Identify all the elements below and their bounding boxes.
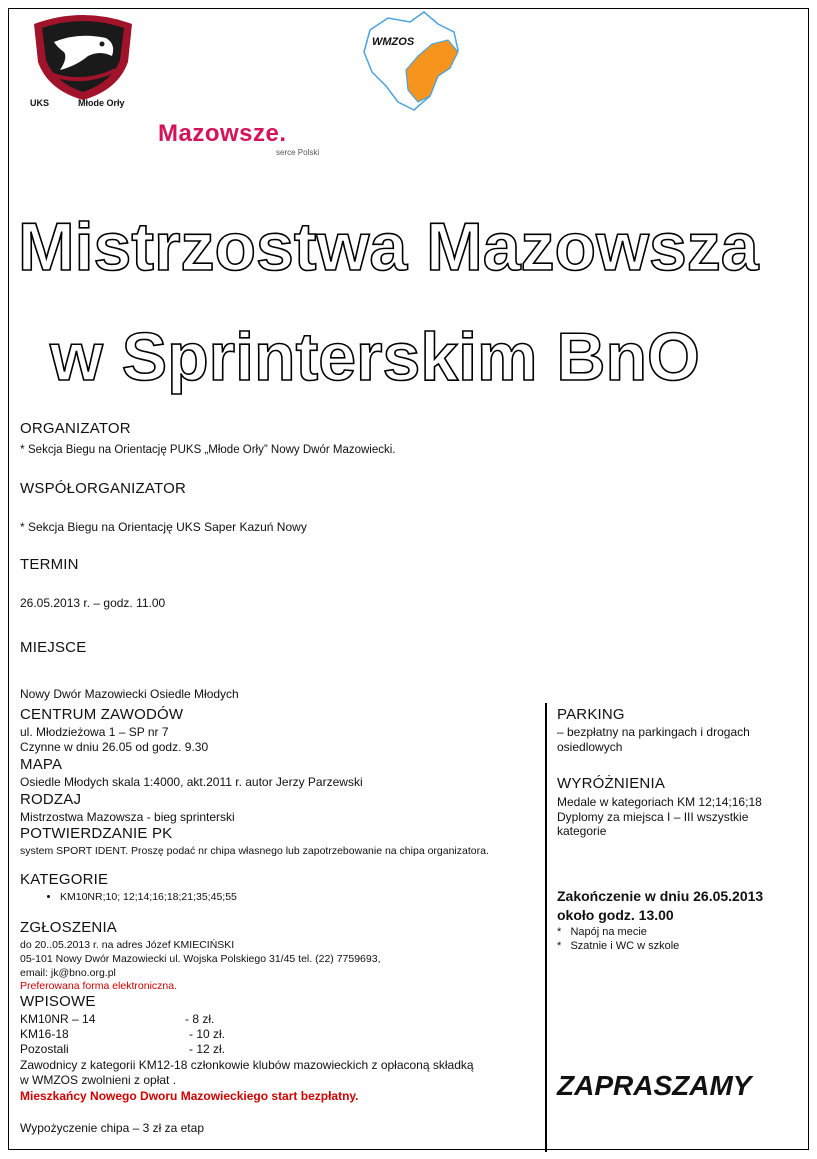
zgloszenia-line-1: do 20..05.2013 r. na adres Józef KMIECIŃSKI	[20, 939, 235, 951]
wpisowe-heading: WPISOWE	[20, 993, 96, 1010]
organizator-heading: ORGANIZATOR	[20, 420, 131, 437]
wpisowe-cat: Pozostali	[20, 1042, 69, 1056]
rodzaj-text: Mistrzostwa Mazowsza - bieg sprinterski	[20, 810, 235, 824]
wyroznienia-heading: WYRÓŻNIENIA	[557, 775, 666, 792]
wpisowe-cat: KM10NR – 14	[20, 1012, 96, 1026]
parking-text: – bezpłatny na parkingach i drogach osiedlowych	[557, 725, 750, 754]
kategorie-heading: KATEGORIE	[20, 871, 109, 888]
page-frame	[8, 8, 809, 1150]
potwierdzanie-text: system SPORT IDENT. Proszę podać nr chipa własnego lub zapotrzebowanie na chipa organizatora.	[20, 845, 489, 857]
zgloszenia-email[interactable]: email: jk@bno.org.pl	[20, 967, 116, 979]
wpisowe-note-2: w WMZOS zwolnieni z opłat .	[20, 1073, 177, 1087]
rodzaj-heading: RODZAJ	[20, 791, 82, 808]
organizator-line	[20, 442, 396, 456]
wpisowe-fee: - 8 zł.	[185, 1012, 215, 1026]
mazowsze-logo-subtext: serce Polski	[276, 148, 320, 157]
column-divider	[545, 703, 547, 1152]
zakonczenie-item: * Napój na mecie	[557, 926, 647, 938]
kategorie-item: • KM10NR;10; 12;14;16;18;21;35;45;55	[60, 891, 237, 903]
wmzos-logo	[358, 10, 468, 115]
wpisowe-fee: - 10 zł.	[189, 1027, 226, 1041]
mapa-text: Osiedle Młodych skala 1:4000, akt.2011 r. autor Jerzy Parzewski	[20, 775, 363, 789]
mapa-heading: MAPA	[20, 756, 63, 773]
mazovia-map-icon	[358, 10, 468, 115]
title-line-1: Mistrzostwa Mazowsza	[18, 209, 759, 285]
zakonczenie-item: * Szatnie i WC w szkole	[557, 940, 680, 952]
wyroznienia-line-1: Medale w kategoriach KM 12;14;16;18	[557, 795, 762, 809]
potwierdzanie-heading: POTWIERDZANIE PK	[20, 825, 173, 842]
zgloszenia-preferred: Preferowana forma elektroniczna.	[20, 980, 177, 992]
zapraszamy-text: ZAPRASZAMY	[557, 1070, 752, 1101]
club-shield-icon	[28, 12, 138, 102]
mazowsze-logo-text: Mazowsze.	[158, 120, 287, 147]
centrum-line-2: Czynne w dniu 26.05 od godz. 9.30	[20, 740, 209, 754]
mazowsze-logo	[158, 120, 338, 160]
club-logo	[28, 12, 138, 112]
organizator-text: Sekcja Biegu na Orientację PUKS „Młode Orły” Nowy Dwór Mazowiecki.	[28, 444, 396, 456]
wspolorganizator-heading: WSPÓŁORGANIZATOR	[20, 480, 186, 497]
zgloszenia-line-2: 05-101 Nowy Dwór Mazowiecki ul. Wojska Polskiego 31/45 tel. (22) 7759693,	[20, 953, 381, 965]
wpisowe-free-start: Mieszkańcy Nowego Dworu Mazowieckiego start bezpłatny.	[20, 1089, 359, 1103]
zgloszenia-heading: ZGŁOSZENIA	[20, 919, 118, 936]
parking-heading: PARKING	[557, 706, 625, 723]
club-logo-right-text: Młode Orły	[78, 98, 125, 108]
centrum-heading: CENTRUM ZAWODÓW	[20, 706, 184, 723]
wpisowe-row	[20, 1012, 95, 1026]
organizator-star: *	[20, 442, 25, 456]
termin-text: 26.05.2013 r. – godz. 11.00	[20, 596, 166, 610]
wmzos-text: WMZOS	[372, 36, 415, 48]
kategorie-list	[20, 891, 237, 903]
wspolorganizator-text: * Sekcja Biegu na Orientację UKS Saper Kazuń Nowy	[20, 520, 307, 534]
miejsce-heading: MIEJSCE	[20, 639, 87, 656]
wpisowe-cat: KM16-18	[20, 1027, 69, 1041]
termin-heading: TERMIN	[20, 556, 79, 573]
miejsce-text: Nowy Dwór Mazowiecki Osiedle Młodych	[20, 687, 239, 701]
centrum-line-1: ul. Młodzieżowa 1 – SP nr 7	[20, 725, 169, 739]
zakonczenie-line-2: około godz. 13.00	[557, 907, 674, 923]
wyroznienia-line-2: Dyplomy za miejsca I – III wszystkie kategorie	[557, 810, 749, 838]
wpisowe-fee: - 12 zł.	[189, 1042, 226, 1056]
club-logo-left-text: UKS	[30, 98, 50, 108]
title-line-2: w Sprinterskim BnO	[50, 319, 700, 395]
wpisowe-note-1: Zawodnicy z kategorii KM12-18 członkowie klubów mazowieckich z opłaconą składką	[20, 1058, 474, 1072]
wpisowe-chip: Wypożyczenie chipa – 3 zł za etap	[20, 1121, 204, 1135]
zakonczenie-line-1: Zakończenie w dniu 26.05.2013	[557, 888, 764, 904]
